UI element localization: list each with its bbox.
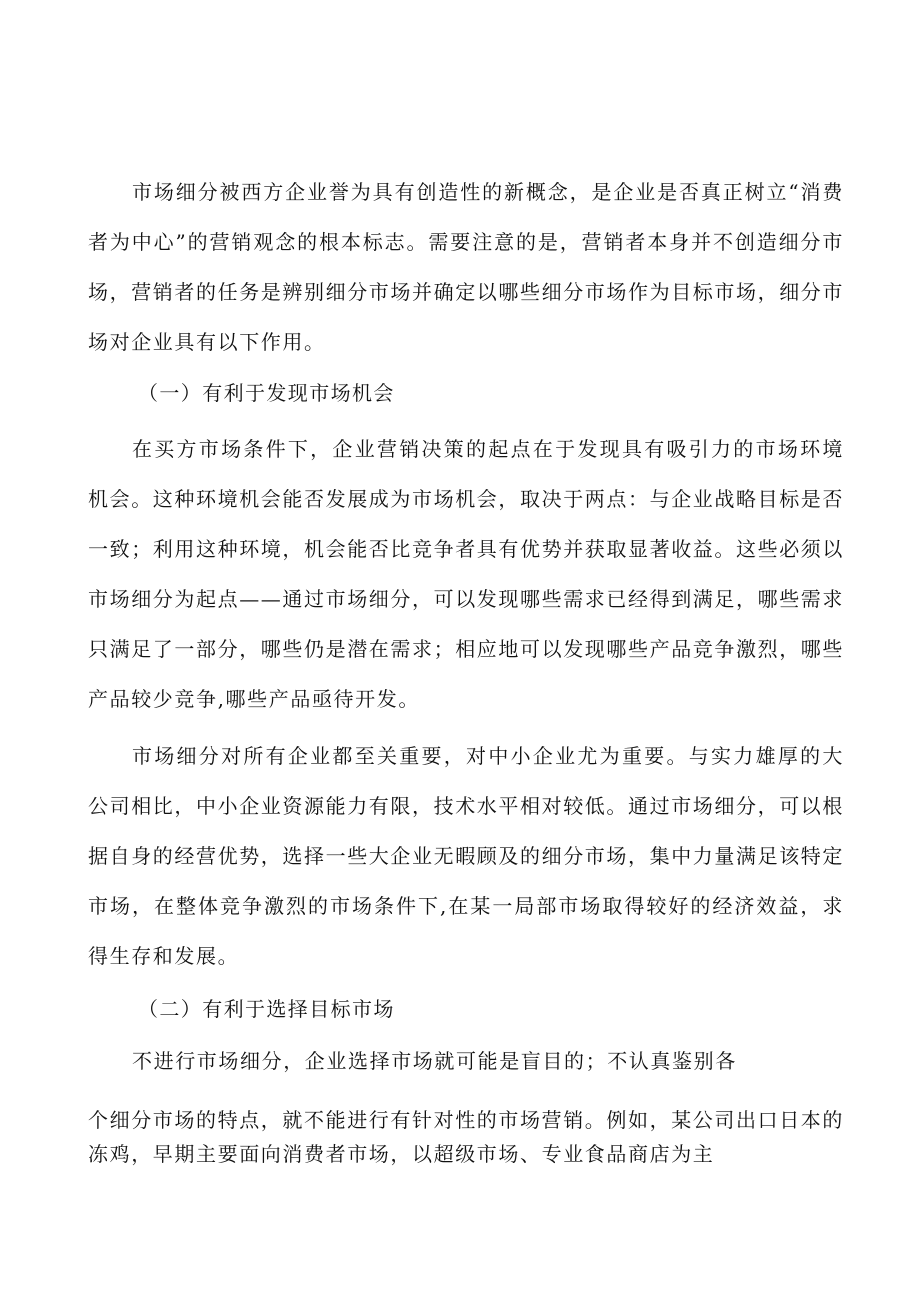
paragraph-market-segmentation-intro: 市场细分被西方企业誉为具有创造性的新概念，是企业是否真正树立“消费者为中心”的营销观念的根本标志。需要注意的是，营销者本身并不创造细分市场，营销者的任务是辨别细分市场并确定以哪些细分市场作为目标市场，细分市场对企业具有以下作用。	[88, 180, 844, 354]
paragraph-small-enterprises: 市场细分对所有企业都至关重要，对中小企业尤为重要。与实力雄厚的大公司相比，中小企业资源能力有限，技术水平相对较低。通过市场细分，可以根据自身的经营优势，选择一些大企业无暇顾及的细分市场，集中力量满足该特定市场，在整体竞争激烈的市场条件下,在某一局部市场取得较好的经济效益，求得生存和发展。	[88, 744, 844, 968]
section-heading-1: （一）有利于发现市场机会	[138, 381, 395, 405]
paragraph-target-market-continued: 个细分市场的特点，就不能进行有针对性的市场营销。例如，某公司出口日本的冻鸡，早期主要面向消费者市场，以超级市场、专业食品商店为主	[88, 1108, 844, 1166]
paragraph-market-opportunity: 在买方市场条件下，企业营销决策的起点在于发现具有吸引力的市场环境机会。这种环境机会能否发展成为市场机会，取决于两点：与企业战略目标是否一致；利用这种环境，机会能否比竞争者具有优势并获取显著收益。这些必须以市场细分为起点——通过市场细分，可以发现哪些需求已经得到满足，哪些需求只满足了一部分，哪些仍是潜在需求；相应地可以发现哪些产品竞争激烈，哪些产品较少竞争,哪些产品亟待开发。	[88, 437, 844, 711]
paragraph-target-market-start: 不进行市场细分，企业选择市场就可能是盲目的；不认真鉴别各	[132, 1049, 737, 1073]
section-heading-2: （二）有利于选择目标市场	[138, 997, 395, 1021]
